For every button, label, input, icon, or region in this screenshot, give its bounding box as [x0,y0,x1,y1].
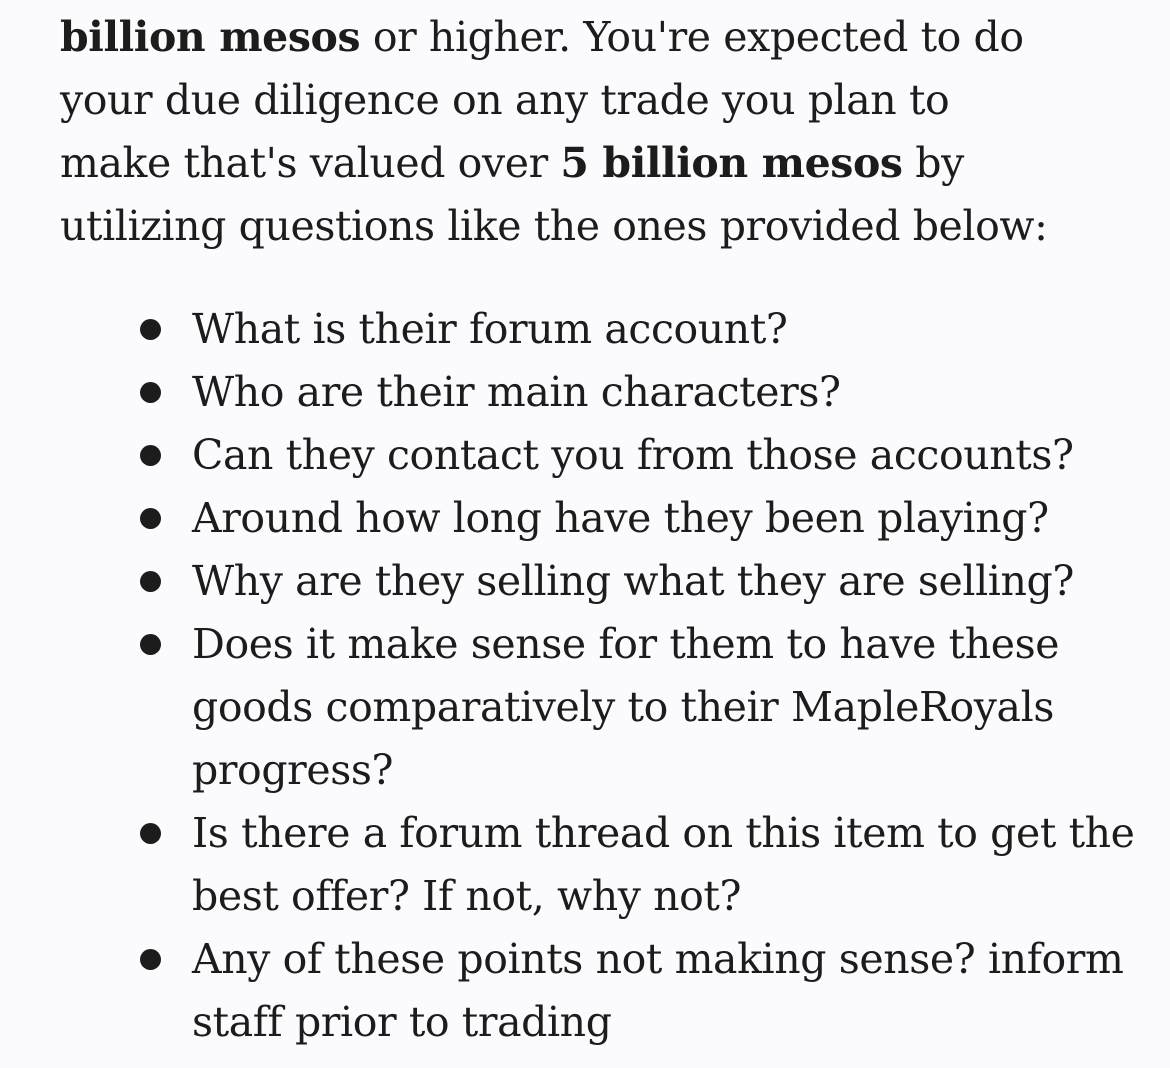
bullet-icon [140,445,161,466]
bullet-icon [140,319,161,340]
list-item [60,298,1135,361]
list-item [60,802,1135,928]
bullet-icon [140,949,161,970]
list-item-text: Can they contact you from those accounts? [192,431,1074,479]
bullet-icon [140,508,161,529]
list-item [60,361,1135,424]
bullet-icon [140,634,161,655]
list-item [60,550,1135,613]
bold-billion-mesos: billion mesos [60,13,361,61]
intro-text-2: by utilizing questions like the ones provided below: [60,139,1048,250]
list-item-text: Any of these points not making sense? inform staff prior to trading [192,935,1124,1046]
bullet-icon [140,382,161,403]
list-item [60,928,1135,1054]
list-item-text: Is there a forum thread on this item to get the best offer? If not, why not? [192,809,1135,920]
list-item-text: Does it make sense for them to have these goods comparatively to their MapleRoyals progress? [192,620,1060,794]
due-diligence-questions [60,298,1135,1054]
list-item-text: Around how long have they been playing? [192,494,1049,542]
intro-text-1: or higher. You're expected to do your due diligence on any trade you plan to make that's valued over [60,13,1024,187]
list-item-text: What is their forum account? [192,305,788,353]
list-item-text: Who are their main characters? [192,368,841,416]
intro-paragraph [60,0,1060,258]
bold-5-billion-mesos: 5 billion mesos [560,139,903,187]
list-item-text: Why are they selling what they are selling? [192,557,1074,605]
bullet-icon [140,823,161,844]
list-item [60,424,1135,487]
list-item [60,487,1135,550]
bullet-icon [140,571,161,592]
list-item [60,613,1135,802]
